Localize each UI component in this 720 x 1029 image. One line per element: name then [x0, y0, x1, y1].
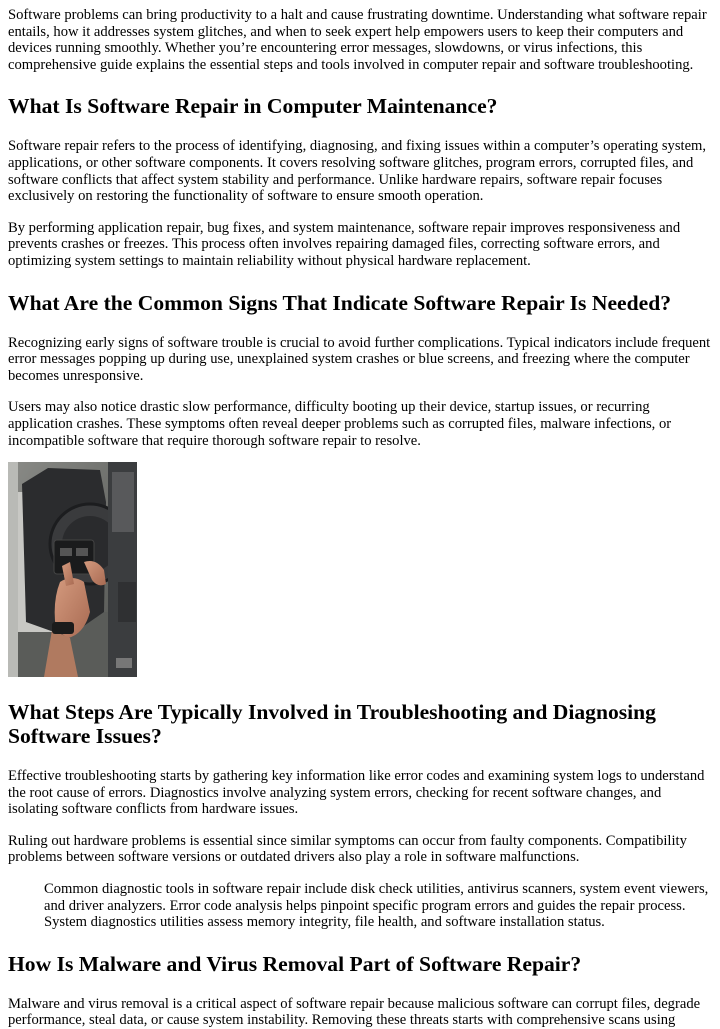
- heading-malware-removal: How Is Malware and Virus Removal Part of Software Repair?: [8, 951, 582, 976]
- heading-troubleshooting-steps: What Steps Are Typically Involved in Troubleshooting and Diagnosing Software Issues?: [8, 700, 656, 749]
- paragraph: Malware and virus removal is a critical aspect of software repair because malicious software can corrupt files, degrade performance, steal data, or cause system instability. Removing these threats starts with comprehensive scans using: [8, 995, 701, 1029]
- diagnostic-tools-blockquote: [44, 881, 712, 931]
- repair-photo: [8, 462, 137, 677]
- paragraph: Effective troubleshooting starts by gathering key information like error codes and examining system logs to understand the root cause of errors. Diagnostics involve analyzing system errors, checking for recent software changes, and isolating software conflicts from hardware issues.: [8, 768, 705, 818]
- intro-paragraph: Software problems can bring productivity to a halt and cause frustrating downtime. Understanding what software repair entails, how it addresses system glitches, and when to seek expert help empowers users to keep their computers and devices running smoothly. Whether you’re encountering error messages, slowdowns, or virus infections, this comprehensive guide explains the essential steps and tools involved in computer repair and software troubleshooting.: [8, 7, 707, 73]
- repair-photo-illustration: [8, 462, 137, 677]
- heading-common-signs: What Are the Common Signs That Indicate Software Repair Is Needed?: [8, 290, 672, 315]
- heading-software-repair: What Is Software Repair in Computer Maintenance?: [8, 94, 498, 119]
- blockquote-text: Common diagnostic tools in software repair include disk check utilities, antivirus scanners, system event viewers, and driver analyzers. Error code analysis helps pinpoint specific program errors and guides the repair process. System diagnostics utilities assess memory integrity, file health, and software installation status.: [44, 881, 709, 931]
- paragraph: Recognizing early signs of software trouble is crucial to avoid further complications. Typical indicators include frequent error messages popping up during use, unexplained system crashes or blue screens, and freezing where the computer becomes unresponsive.: [8, 334, 711, 384]
- paragraph: Users may also notice drastic slow performance, difficulty booting up their device, startup issues, or recurring application crashes. These symptoms often reveal deeper problems such as corrupted files, malware infections, or incompatible software that require thorough software repair to resolve.: [8, 399, 672, 449]
- paragraph: By performing application repair, bug fixes, and system maintenance, software repair improves responsiveness and prevents crashes or freezes. This process often involves repairing damaged files, correcting software errors, and optimizing system settings to maintain reliability without physical hardware replacement.: [8, 219, 681, 269]
- paragraph: Ruling out hardware problems is essential since similar symptoms can occur from faulty components. Compatibility problems between software versions or outdated drivers also play a role in software malfunctions.: [8, 832, 687, 866]
- paragraph: Software repair refers to the process of identifying, diagnosing, and fixing issues within a computer’s operating system, applications, or other software components. It covers resolving software glitches, program errors, corrupted files, and software conflicts that affect system stability and performance. Unlike hardware repairs, software repair focuses exclusively on restoring the functionality of software to ensure smooth operation.: [8, 138, 707, 205]
